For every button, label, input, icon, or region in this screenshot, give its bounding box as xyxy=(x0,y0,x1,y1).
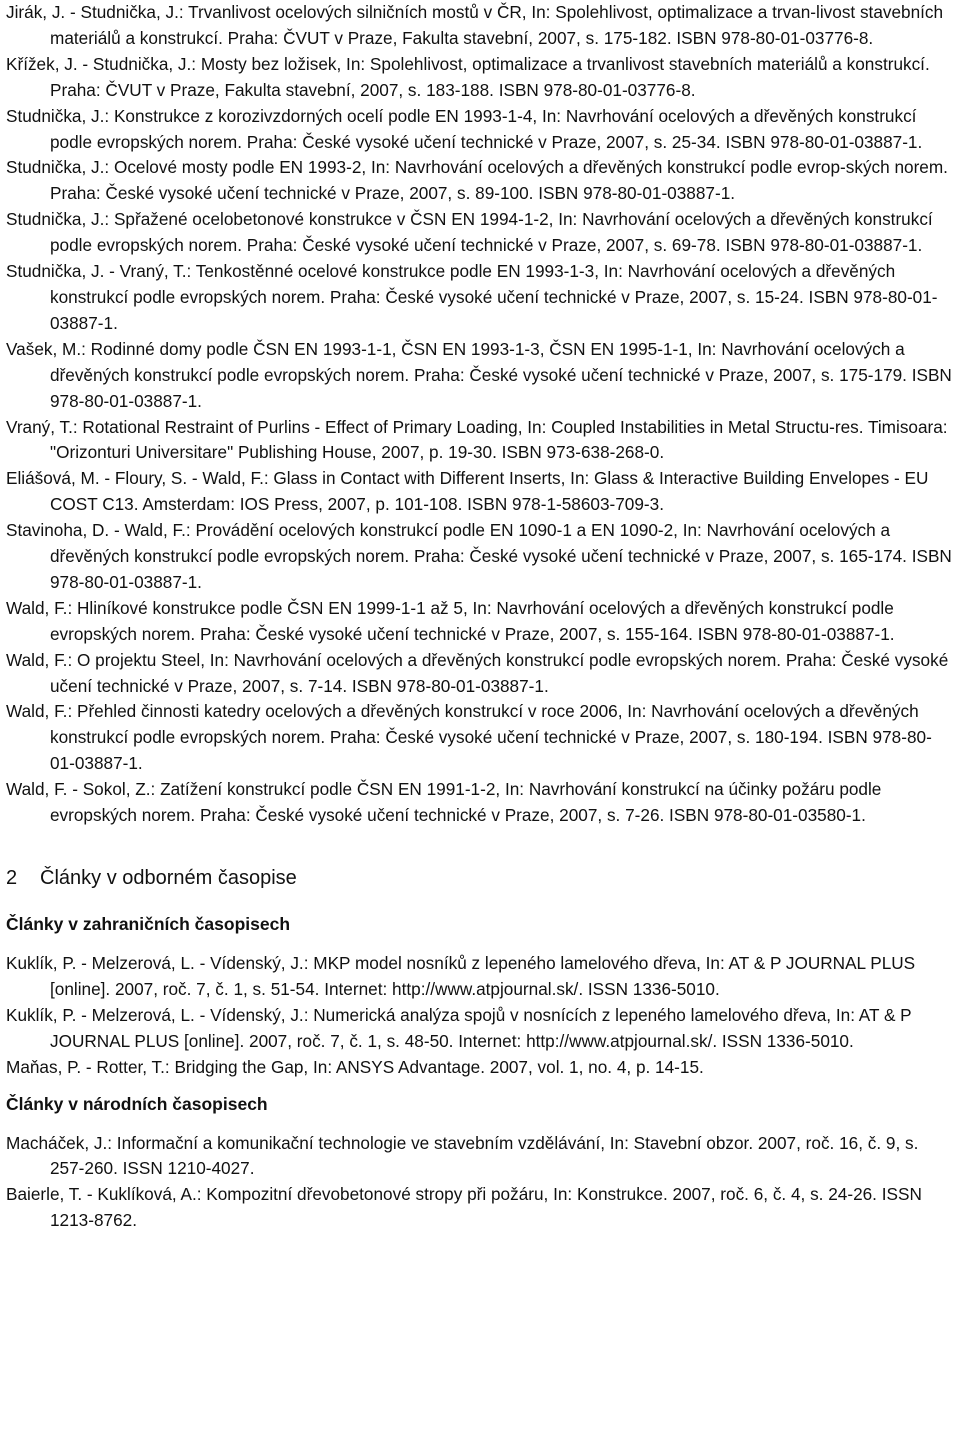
article-item: Kuklík, P. - Melzerová, L. - Vídenský, J.: MKP model nosníků z lepeného lamelového dřeva, In: AT & P JOURNAL PLUS [online]. 2007, roč. 7, č. 1, s. 51-54. Internet: http://www.atpjournal.sk/. ISSN 1336-5010. xyxy=(6,953,916,999)
reference-item: Studnička, J. - Vraný, T.: Tenkostěnné ocelové konstrukce podle EN 1993-1-3, In: Navrhování ocelových a dřevěných konstrukcí podle evropských norem. Praha: České vysoké učení technické v Praze, 2007, s. 15-24. ISBN 978-80-01-03887-1. xyxy=(6,261,938,333)
reference-item: Studnička, J.: Ocelové mosty podle EN 1993-2, In: Navrhování ocelových a dřevěných konstrukcí podle evrop-ských norem. Praha: České vysoké učení technické v Praze, 2007, s. 89-100. ISBN 978-80-01-03887-1. xyxy=(6,157,948,204)
subsection-heading-national: Články v národních časopisech xyxy=(6,1093,268,1114)
reference-item: Stavinoha, D. - Wald, F.: Provádění ocelových konstrukcí podle EN 1090-1 a EN 1090-2, In: Navrhování ocelových a dřevěných konstrukcí podle evropských norem. Praha: České vysoké učení technické v Praze, 2007, s. 165-174. ISBN 978-80-01-03887-1. xyxy=(6,520,952,592)
article-item: Maňas, P. - Rotter, T.: Bridging the Gap, In: ANSYS Advantage. 2007, vol. 1, no. 4, p. 14-15. xyxy=(6,1056,704,1077)
subsection-heading-foreign: Články v zahraničních časopisech xyxy=(6,914,291,934)
reference-item: Křížek, J. - Studnička, J.: Mosty bez ložisek, In: Spolehlivost, optimalizace a trvanlivost stavebních materiálů a konstrukcí. Praha: ČVUT v Praze, Fakulta stavební, 2007, s. 183-188. ISBN 978-80-01-03776-8. xyxy=(6,53,930,100)
references-list xyxy=(6,0,954,829)
reference-item: Vašek, M.: Rodinné domy podle ČSN EN 1993-1-1, ČSN EN 1993-1-3, ČSN EN 1995-1-1, In: Navrhování ocelových a dřevěných konstrukcí podle evropských norem. Praha: České vysoké učení technické v Praze, 2007, s. 175-179. ISBN 978-80-01-03887-1. xyxy=(6,338,952,411)
section-number: 2 xyxy=(6,867,18,889)
reference-item: Wald, F.: O projektu Steel, In: Navrhování ocelových a dřevěných konstrukcí podle evropských norem. Praha: České vysoké učení technické v Praze, 2007, s. 7-14. ISBN 978-80-01-03887-1. xyxy=(6,649,949,696)
foreign-articles-list xyxy=(6,951,954,1081)
section-heading xyxy=(6,865,954,891)
national-articles-list xyxy=(6,1131,954,1235)
reference-item: Jirák, J. - Studnička, J.: Trvanlivost ocelových silničních mostů v ČR, In: Spolehlivost, optimalizace a trvan-livost stavebních materiálů a konstrukcí. Praha: ČVUT v Praze, Fakulta stavební, 2007, s. 175-182. ISBN 978-80-01-03776-8. xyxy=(6,2,944,48)
article-item: Kuklík, P. - Melzerová, L. - Vídenský, J.: Numerická analýza spojů v nosnících z lepeného lamelového dřeva, In: AT & P JOURNAL PLUS [online]. 2007, roč. 7, č. 1, s. 48-50. Internet: http://www.atpjournal.sk/. ISSN 1336-5010. xyxy=(6,1004,912,1051)
reference-item: Wald, F.: Přehled činnosti katedry ocelových a dřevěných konstrukcí v roce 2006, In: Navrhování ocelových a dřevěných konstrukcí podle evropských norem. Praha: České vysoké učení technické v Praze, 2007, s. 180-194. ISBN 978-80-01-03887-1. xyxy=(6,701,932,774)
article-item: Baierle, T. - Kuklíková, A.: Kompozitní dřevobetonové stropy při požáru, In: Konstrukce. 2007, roč. 6, č. 4, s. 24-26. ISSN 1213-8762. xyxy=(6,1184,922,1231)
reference-item: Eliášová, M. - Floury, S. - Wald, F.: Glass in Contact with Different Inserts, In: Glass & Interactive Building Envelopes - EU COST C13. Amsterdam: IOS Press, 2007, p. 101-108. ISBN 978-1-58603-709-3. xyxy=(6,468,929,515)
document-page xyxy=(6,0,954,1234)
reference-item: Wald, F. - Sokol, Z.: Zatížení konstrukcí podle ČSN EN 1991-1-2, In: Navrhování konstrukcí na účinky požáru podle evropských norem. Praha: České vysoké učení technické v Praze, 2007, s. 7-26. ISBN 978-80-01-03580-1. xyxy=(6,779,882,826)
article-item: Macháček, J.: Informační a komunikační technologie ve stavebním vzdělávání, In: Stavební obzor. 2007, roč. 16, č. 9, s. 257-260. ISSN 1210-4027. xyxy=(6,1132,919,1179)
reference-item: Wald, F.: Hliníkové konstrukce podle ČSN EN 1999-1-1 až 5, In: Navrhování ocelových a dřevěných konstrukcí podle evropských norem. Praha: České vysoké učení technické v Praze, 2007, s. 155-164. ISBN 978-80-01-03887-1. xyxy=(6,597,895,644)
reference-item: Studnička, J.: Spřažené ocelobetonové konstrukce v ČSN EN 1994-1-2, In: Navrhování ocelových a dřevěných konstrukcí podle evropských norem. Praha: České vysoké učení technické v Praze, 2007, s. 69-78. ISBN 978-80-01-03887-1. xyxy=(6,209,933,256)
reference-item: Studnička, J.: Konstrukce z korozivzdorných ocelí podle EN 1993-1-4, In: Navrhování ocelových a dřevěných konstrukcí podle evropských norem. Praha: České vysoké učení technické v Praze, 2007, s. 25-34. ISBN 978-80-01-03887-1. xyxy=(6,105,923,152)
reference-item: Vraný, T.: Rotational Restraint of Purlins - Effect of Primary Loading, In: Coupled Instabilities in Metal Structu-res. Timisoara: "Orizonturi Universitare" Publishing House, 2007, p. 19-30. ISBN 973-638-268-0. xyxy=(6,416,948,463)
section-title: Články v odborném časopise xyxy=(40,867,297,889)
